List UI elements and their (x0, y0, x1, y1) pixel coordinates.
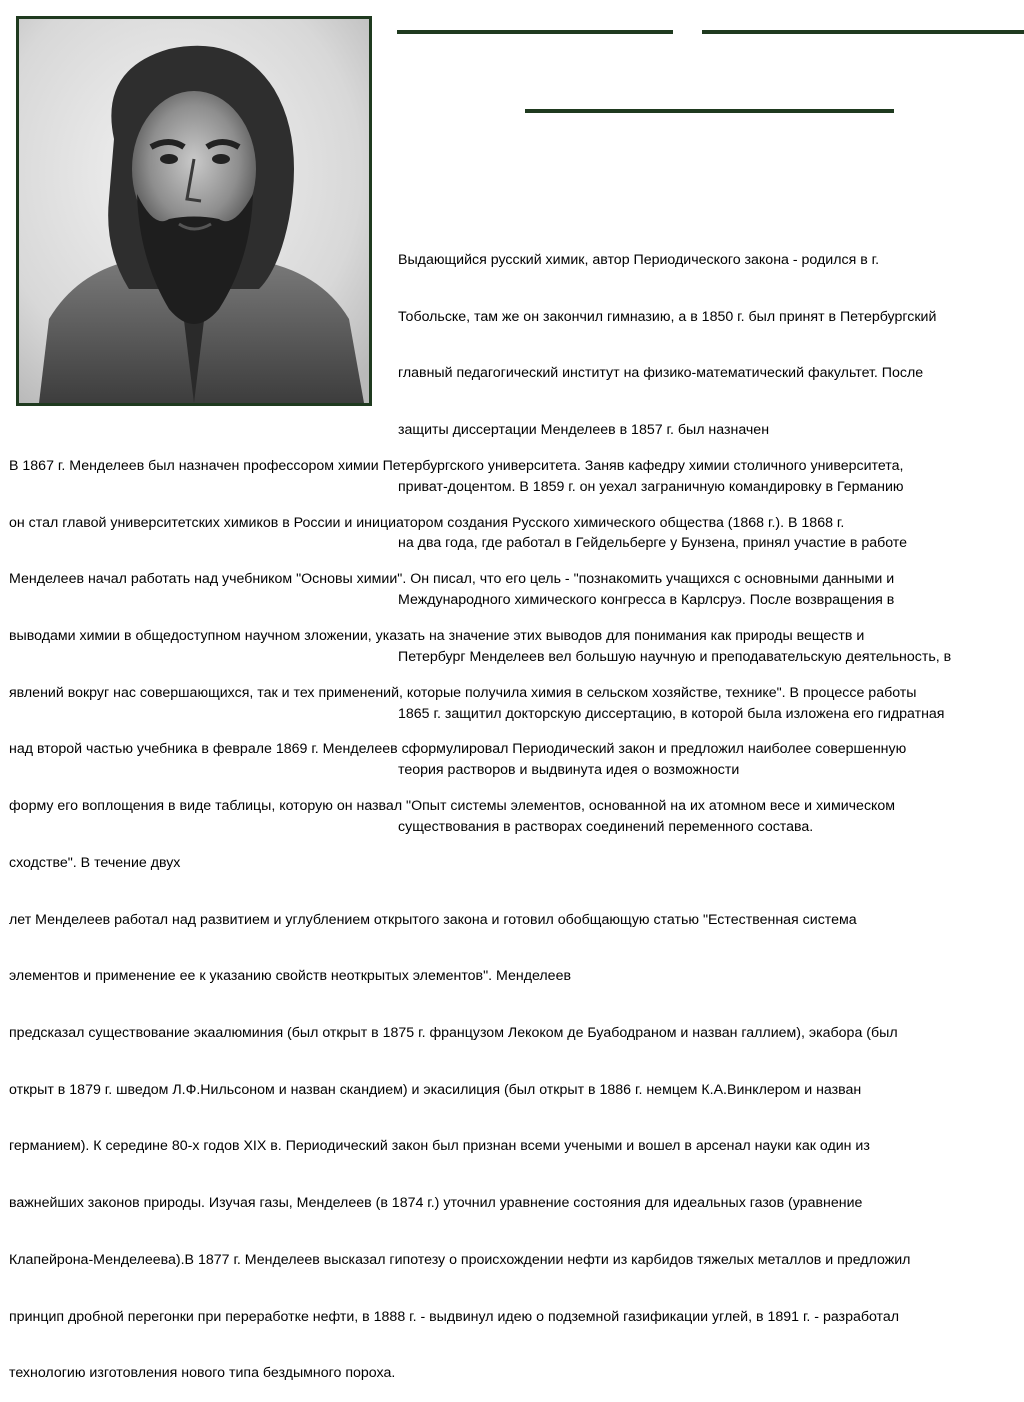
main-line: над второй частью учебника в феврале 1869 г. Менделеев сформулировал Периодический закон и предложил наиболее совершенную (9, 741, 907, 758)
main-line: технологию изготовления нового типа бездымного пороха. (9, 1365, 396, 1382)
main-line: Менделеев начал работать над учебником "Основы химии". Он писал, что его цель - "познакомить учащихся с основными данными и (9, 571, 895, 588)
main-line: важнейших законов природы. Изучая газы, Менделеев (в 1874 г.) уточнил уравнение состояния для идеальных газов (уравнение (9, 1195, 863, 1212)
main-line: Клапейрона-Менделеева).В 1877 г. Менделеев высказал гипотезу о происхождении нефти из карбидов тяжелых металлов и предложил (9, 1251, 911, 1268)
intro-line: главный педагогический институт на физико-математический факультет. После (398, 365, 924, 382)
intro-line: приват-доцентом. В 1859 г. он уехал заграничную командировку в Германию (398, 478, 904, 495)
main-line: В 1867 г. Менделеев был назначен профессором химии Петербургского университета. Заняв кафедру химии столичного университета, (9, 457, 904, 474)
intro-line: 1865 г. защитил докторскую диссертацию, в которой была изложена его гидратная (398, 705, 945, 722)
intro-line: защиты диссертации Менделеев в 1857 г. был назначен (398, 421, 770, 438)
main-line: он стал главой университетских химиков в России и инициатором создания Русского химического общества (1868 г.). В 1868 г. (9, 514, 845, 531)
title-underline-3 (525, 109, 894, 113)
portrait-image (19, 19, 369, 403)
main-line: открыт в 1879 г. шведом Л.Ф.Нильсоном и назван скандием) и экасилиция (был открыт в 1886 г. немцем К.А.Винклером и назван (9, 1081, 862, 1098)
intro-line: Тобольске, там же он закончил гимназию, а в 1850 г. был принят в Петербургский (398, 308, 937, 325)
intro-line: существования в растворах соединений переменного состава. (398, 819, 814, 835)
intro-line: на два года, где работал в Гейдельберге у Бунзена, принял участие в работе (398, 535, 908, 552)
main-line: явлений вокруг нас совершающихся, так и тех применений, которые получила химия в сельском хозяйстве, технике". В процессе работы (9, 684, 917, 701)
main-paragraph (9, 419, 916, 1402)
portrait-photo (16, 16, 372, 406)
intro-line: Международного химического конгресса в Карлсруэ. После возвращения в (398, 592, 895, 609)
main-line: лет Менделеев работал над развитием и углублением открытого закона и готовил обобщающую статью "Естественная система (9, 911, 857, 928)
intro-line: Петербург Менделеев вел большую научную и преподавательскую деятельность, в (398, 648, 952, 665)
main-line: элементов и применение ее к указанию свойств неоткрытых элементов". Менделеев (9, 968, 572, 985)
title-underline-2 (702, 30, 1024, 34)
main-line: предсказал существование экаалюминия (был открыт в 1875 г. французом Лекоком де Буабодраном и назван галлием), экабора (был (9, 1025, 898, 1041)
main-line: принцип дробной перегонки при переработке нефти, в 1888 г. - выдвинул идею о подземной газификации углей, в 1891 г. - разработал (9, 1308, 900, 1325)
main-line: сходстве". В течение двух (9, 854, 181, 871)
title-underline-1 (397, 30, 673, 34)
main-line: форму его воплощения в виде таблицы, которую он назвал "Опыт системы элементов, основанной на их атомном весе и химическом (9, 798, 896, 815)
intro-line: теория растворов и выдвинута идея о возможности (398, 762, 740, 779)
main-line: германием). К середине 80-х годов XIX в. Периодический закон был признан всеми учеными и вошел в арсенал науки как один из (9, 1138, 870, 1155)
main-line: выводами химии в общедоступном научном зложении, указать на значение этих выводов для понимания как природы веществ и (9, 627, 865, 644)
intro-line: Выдающийся русский химик, автор Периодического закона - родился в г. (398, 251, 880, 268)
